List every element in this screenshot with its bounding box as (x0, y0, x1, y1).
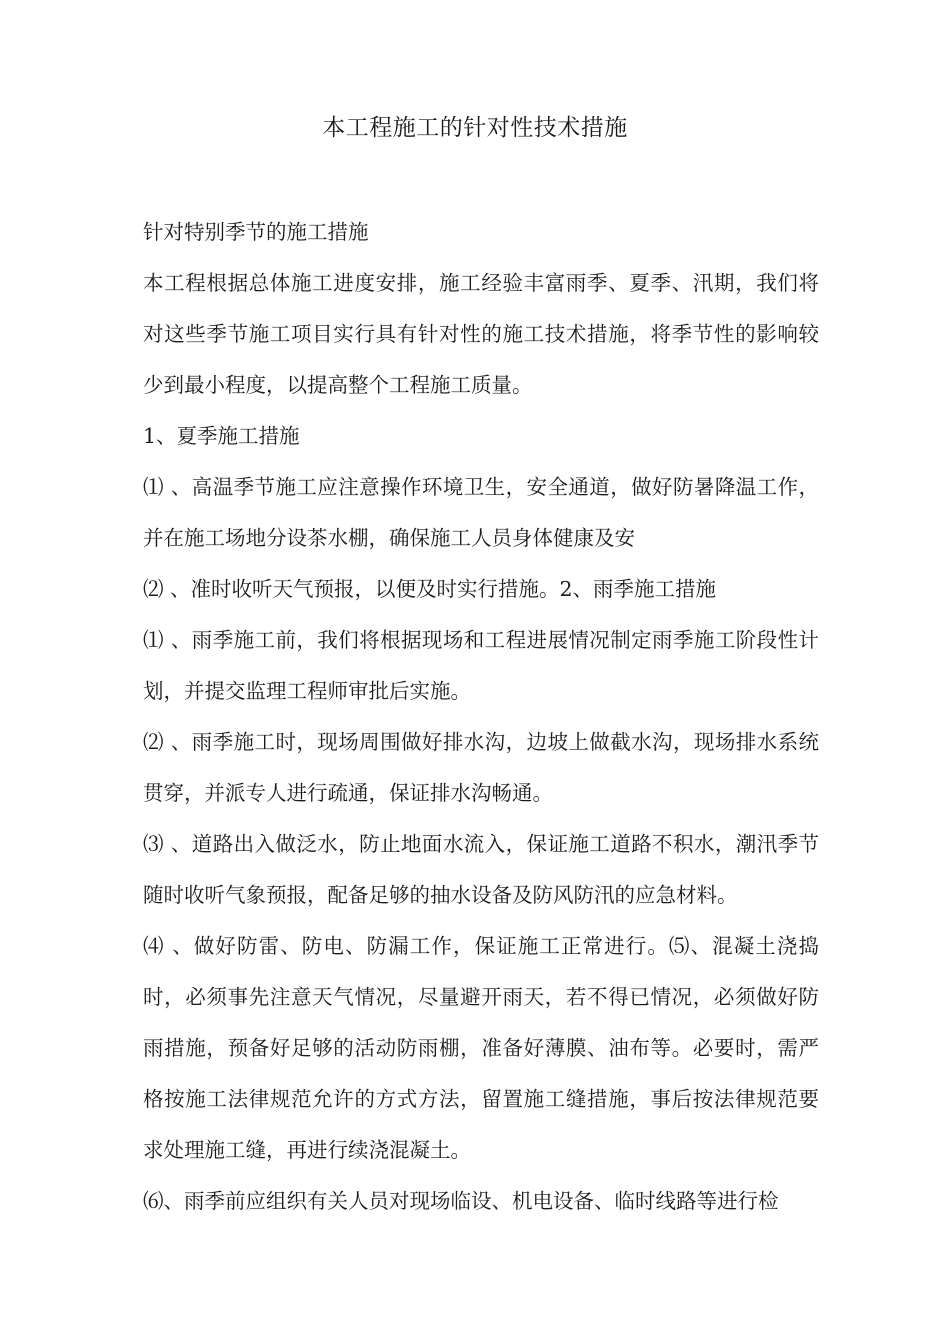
paragraph-rain-item-2: ⑵ 、雨季施工时，现场周围做好排水沟，边坡上做截水沟，现场排水系统贯穿，并派专人进行疏通，保证排水沟畅通。 (143, 730, 819, 805)
document-body (143, 207, 819, 1227)
paragraph-rain-item-6: ⑹、雨季前应组织有关人员对现场临设、机电设备、临时线路等进行检 (143, 1189, 779, 1213)
paragraph-summer-item-2: ⑵ 、准时收听天气预报，以便及时实行措施。2、雨季施工措施 (143, 577, 717, 601)
paragraph-rain-item-1: ⑴ 、雨季施工前，我们将根据现场和工程进展情况制定雨季施工阶段性计划，并提交监理工程师审批后实施。 (143, 628, 819, 703)
paragraph-rain-item-3: ⑶ 、道路出入做泛水，防止地面水流入，保证施工道路不积水，潮汛季节随时收听气象预报，配备足够的抽水设备及防风防汛的应急材料。 (143, 832, 819, 907)
paragraph-intro: 本工程根据总体施工进度安排，施工经验丰富雨季、夏季、汛期，我们将对这些季节施工项目实行具有针对性的施工技术措施，将季节性的影响较少到最小程度，以提高整个工程施工质量。 (143, 271, 819, 397)
paragraph-summer-item-1: ⑴ 、高温季节施工应注意操作环境卫生，安全通道，做好防暑降温工作，并在施工场地分设茶水棚，确保施工人员身体健康及安 (143, 475, 819, 550)
page-title: 本工程施工的针对性技术措施 (322, 115, 628, 141)
section-heading-summer: 1、夏季施工措施 (143, 424, 300, 448)
paragraph-rain-item-4-5: ⑷ 、做好防雷、防电、防漏工作，保证施工正常进行。⑸、混凝土浇捣时，必须事先注意天气情况，尽量避开雨天，若不得已情况，必须做好防雨措施，预备好足够的活动防雨棚，准备好薄膜、油布等。必要时，需严格按施工法律规范允许的方式方法，留置施工缝措施，事后按法律规范要求处理施工缝，再进行续浇混凝土。 (143, 934, 819, 1162)
section-heading-special-seasons: 针对特别季节的施工措施 (143, 220, 369, 244)
